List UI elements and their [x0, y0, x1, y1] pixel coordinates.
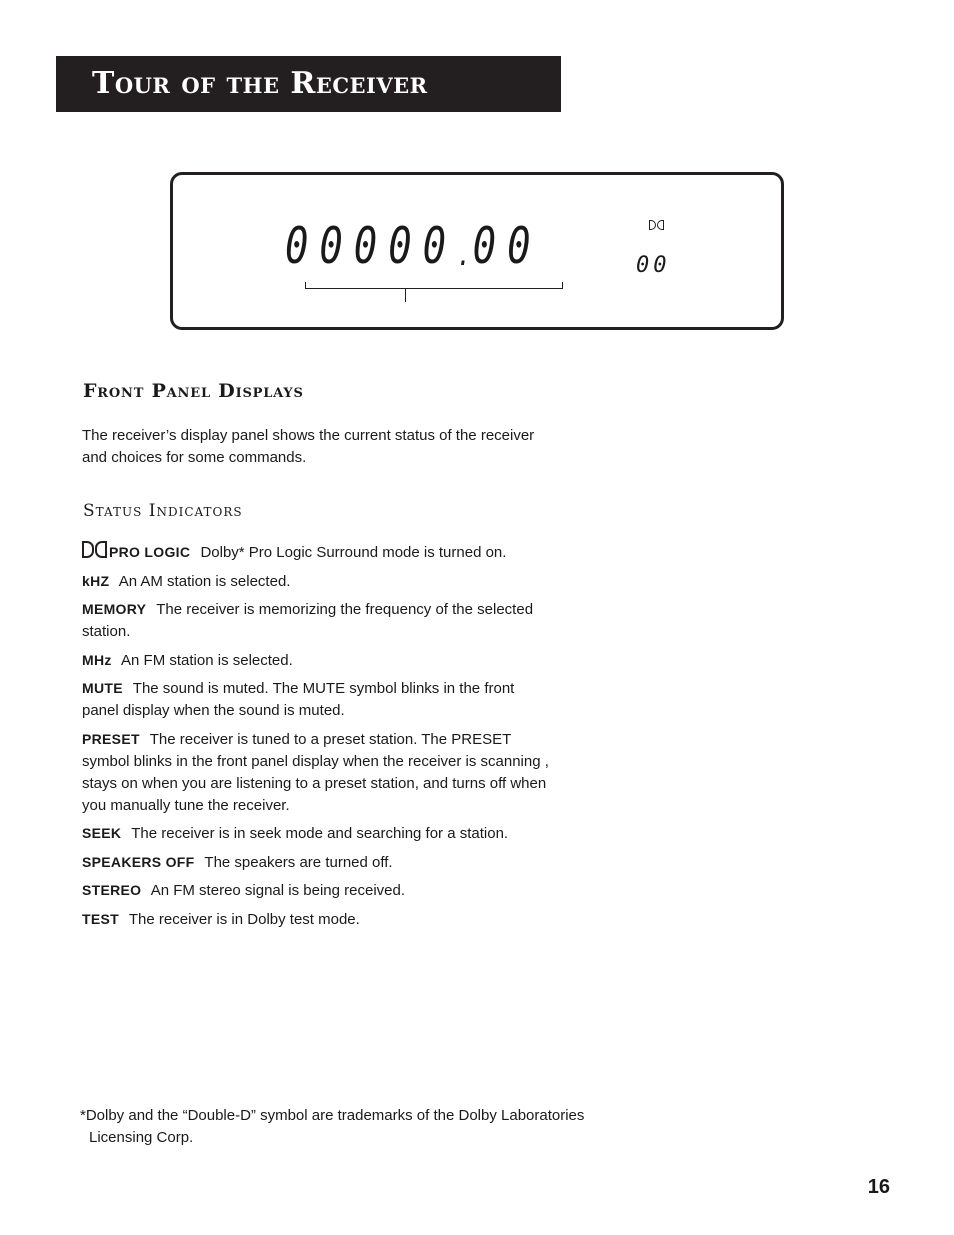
- indicator-desc: The receiver is in seek mode and searching for a station.: [131, 825, 509, 842]
- indicator-term: SPEAKERS OFF: [82, 853, 195, 870]
- indicator-desc: The receiver is memorizing the frequency of the selected station.: [82, 601, 534, 640]
- front-panel-display: [170, 172, 784, 330]
- digits-bracket: [305, 282, 563, 289]
- indicator-term: TEST: [82, 910, 119, 927]
- indicator-term: SEEK: [82, 825, 122, 841]
- indicator-term: PRESET: [82, 730, 140, 747]
- title-bar: [56, 56, 561, 112]
- list-item: [82, 728, 552, 817]
- digit: 0: [472, 217, 508, 275]
- digit: 0: [285, 217, 320, 275]
- indicator-desc: The speakers are turned off.: [204, 853, 393, 871]
- digit: 0: [353, 217, 389, 275]
- digit: 0: [319, 217, 354, 275]
- indicator-term: PRO LOGIC: [109, 544, 191, 560]
- frequency-digits: [285, 217, 542, 275]
- list-item: [82, 541, 552, 564]
- intro-text: The receiver’s display panel shows the current status of the receiver and choices for some commands.: [82, 427, 535, 466]
- indicator-term: MUTE: [82, 680, 123, 696]
- digit: 0: [422, 217, 458, 275]
- footnote: *Dolby and the “Double-D” symbol are trademarks of the Dolby Laboratories Licensing Corp.: [80, 1107, 585, 1146]
- list-item: [82, 598, 552, 643]
- indicator-desc: An FM stereo signal is being received.: [150, 882, 406, 899]
- digit: 0: [388, 217, 423, 275]
- subheading: Status Indicators: [83, 501, 243, 521]
- list-item: [82, 851, 552, 874]
- decimal-point: .: [457, 238, 473, 273]
- list-item: [82, 908, 552, 931]
- indicator-list: [82, 541, 552, 936]
- list-item: [82, 677, 552, 722]
- indicator-desc: An FM station is selected.: [121, 651, 293, 669]
- indicator-term: kHZ: [82, 572, 110, 589]
- indicator-desc: The receiver is tuned to a preset station. The PRESET symbol blinks in the front panel display when the receiver is scanning , stays on when you are listening to a preset station, and turns off when you manually tune the receiver.: [82, 730, 549, 814]
- indicator-desc: Dolby* Pro Logic Surround mode is turned on.: [200, 544, 507, 561]
- section-heading: Front Panel Displays: [83, 380, 304, 402]
- indicator-desc: The sound is muted. The MUTE symbol blinks in the front panel display when the sound is muted.: [82, 680, 515, 719]
- list-item: [82, 570, 552, 593]
- list-item: [82, 822, 552, 845]
- indicator-desc: The receiver is in Dolby test mode.: [128, 910, 360, 928]
- double-d-icon: [82, 541, 107, 558]
- list-item: [82, 649, 552, 672]
- indicator-term: MHz: [82, 651, 112, 668]
- digit: 0: [507, 217, 542, 275]
- list-item: [82, 879, 552, 902]
- indicator-desc: An AM station is selected.: [118, 572, 291, 590]
- indicator-term: STEREO: [82, 882, 142, 898]
- page-title: Tour of the Receiver: [92, 66, 428, 101]
- page-number: 16: [867, 1176, 890, 1198]
- bracket-stem: [405, 288, 406, 302]
- preset-digits: 00: [636, 253, 671, 278]
- double-d-icon: [649, 220, 664, 230]
- indicator-term: MEMORY: [82, 601, 147, 617]
